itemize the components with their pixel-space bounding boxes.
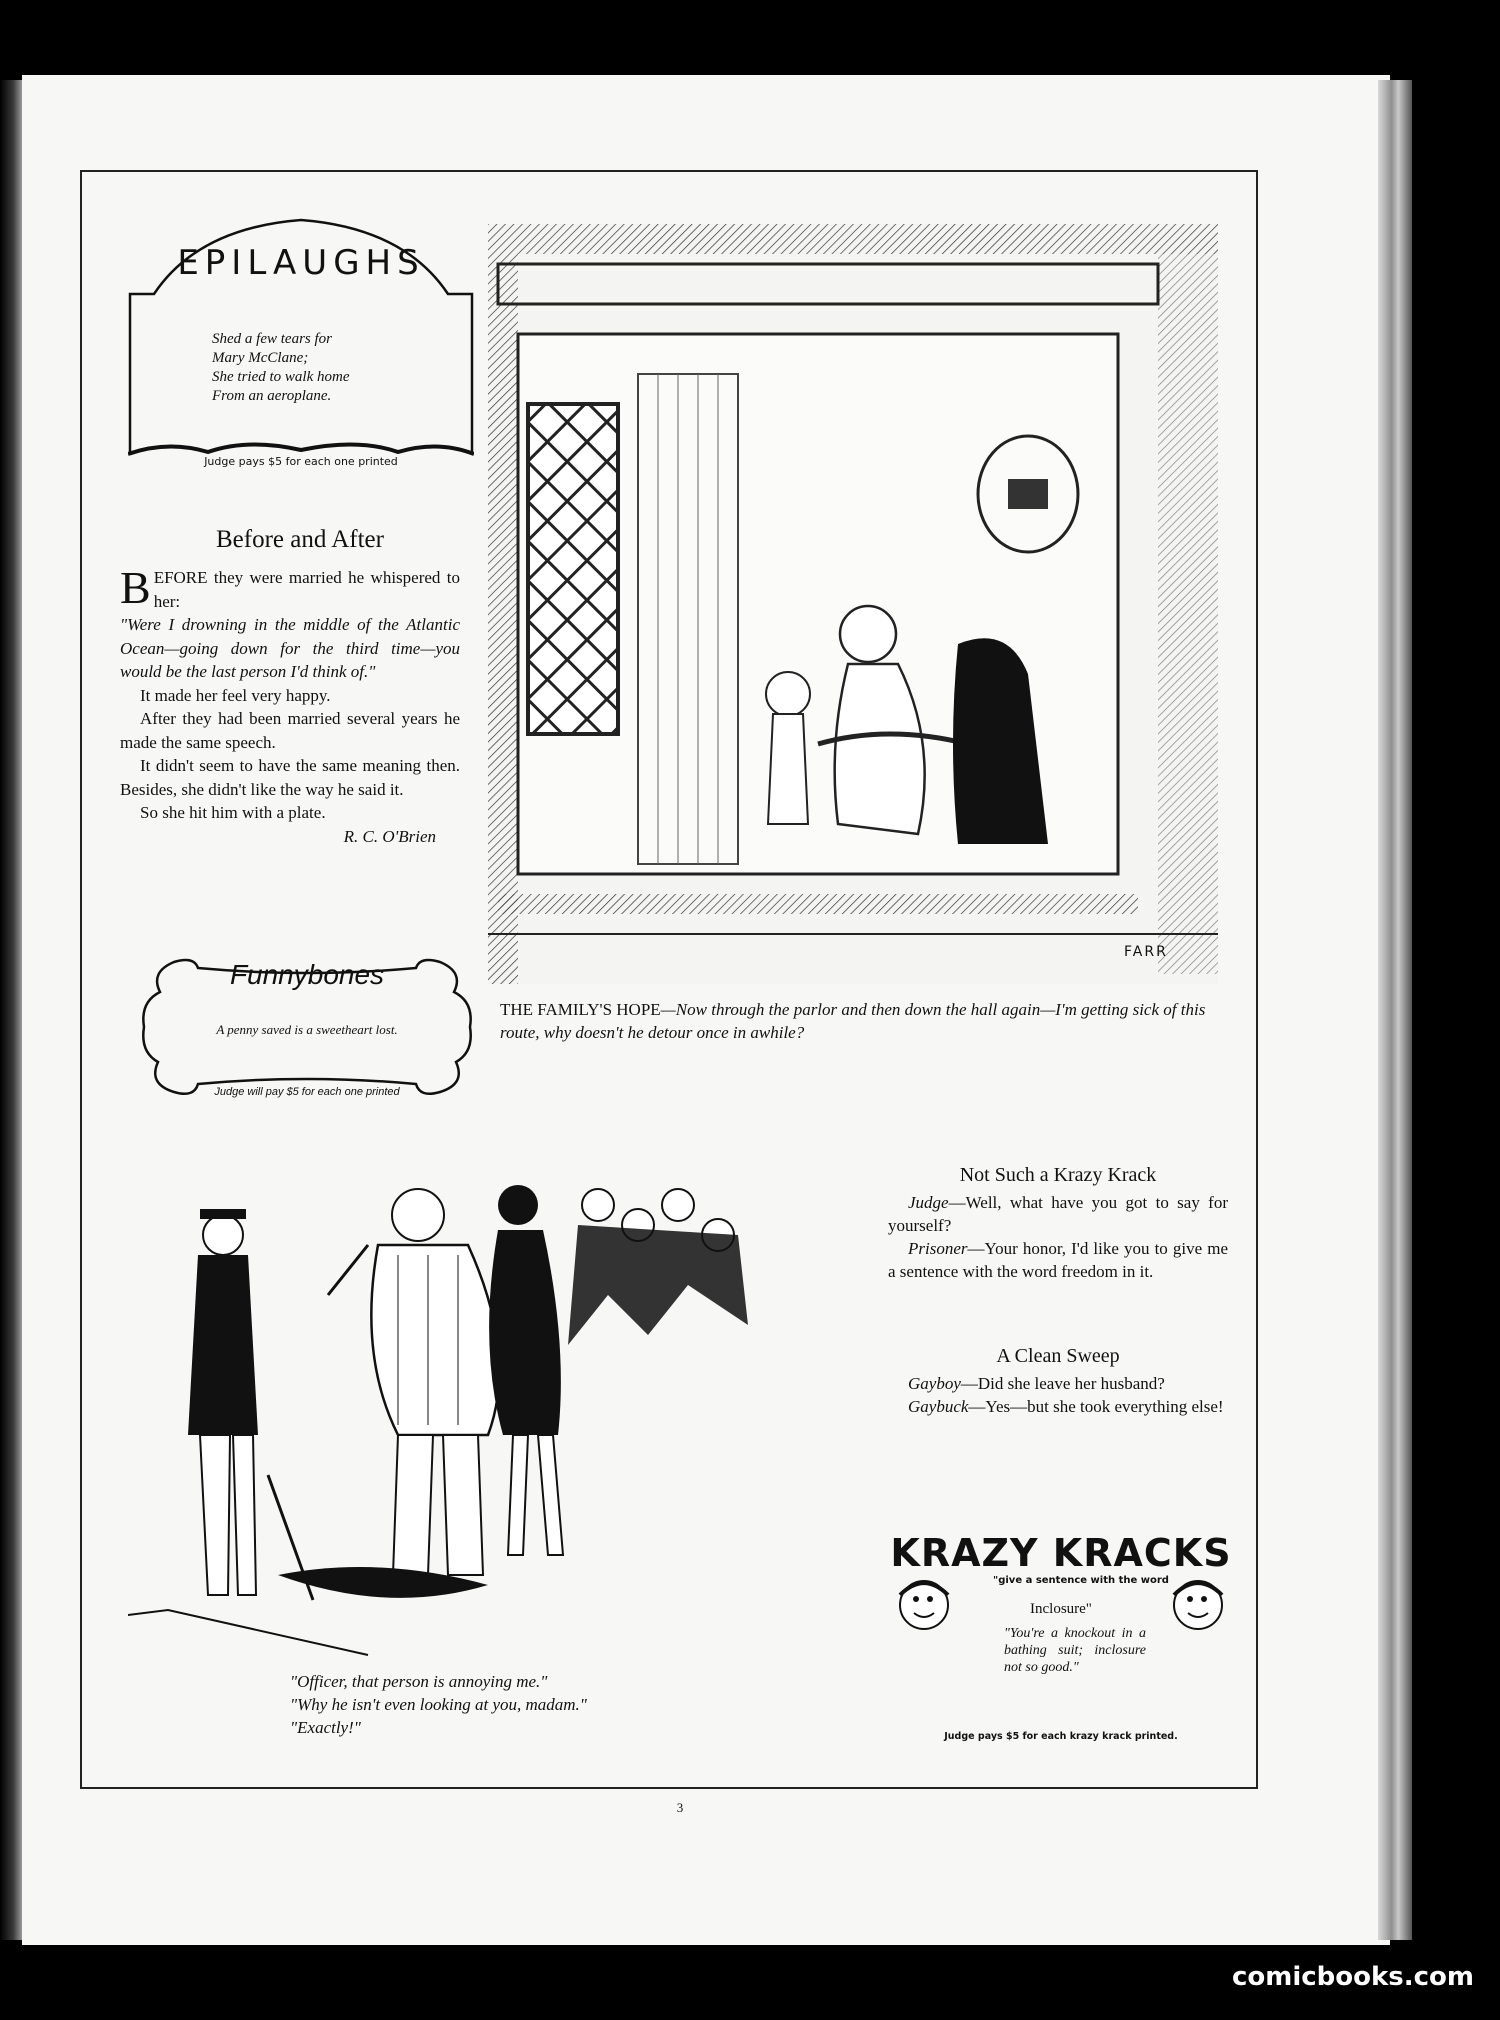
story-paragraph	[120, 562, 460, 613]
funnybones-joke: A penny saved is a sweetheart lost.	[216, 1022, 398, 1037]
krazy-kracks-ad	[888, 1525, 1234, 1745]
caption-text: —Now through the parlor and then down the hall again—I'm getting sick of this route, why doesn't he detour once in awhile?	[500, 1000, 1206, 1042]
krack-not-such	[888, 1164, 1228, 1283]
family-hope-caption	[500, 998, 1230, 1044]
krack-title: A Clean Sweep	[996, 1345, 1120, 1367]
paragraph-text: they were married he whispered to her:	[153, 568, 460, 611]
lead-caps: EFORE	[153, 568, 208, 587]
dialog-text: —Well, what have you got to say for yourself?	[888, 1193, 1228, 1235]
speaker: Prisoner	[908, 1239, 968, 1258]
epilaughs-footer: Judge pays $5 for each one printed	[204, 455, 398, 468]
poem-line: Shed a few tears for	[212, 331, 332, 347]
krazy-kracks-word: Inclosure"	[1030, 1601, 1092, 1617]
krack-clean-sweep	[888, 1345, 1228, 1418]
story-paragraph: "Were I drowning in the middle of the Atlantic Ocean—going down for the third time—you would be the last person I'd think of."	[120, 615, 460, 681]
before-after-story	[120, 562, 460, 848]
dialog-line	[888, 1191, 1228, 1237]
story-paragraph: So she hit him with a plate.	[140, 803, 326, 822]
dialog-line	[888, 1395, 1228, 1418]
book-left-edge	[0, 80, 22, 1940]
page-number: 3	[676, 1800, 684, 1815]
drop-cap: B	[120, 562, 151, 613]
speaker: Gayboy	[908, 1374, 961, 1393]
krazy-kracks-example: "You're a knockout in a bathing suit; inclosure not so good."	[1004, 1626, 1146, 1675]
krack-title: Not Such a Krazy Krack	[959, 1164, 1157, 1186]
officer-caption	[290, 1670, 587, 1739]
dialog-line	[888, 1237, 1228, 1283]
family-hope-cartoon	[488, 224, 1218, 984]
krazy-kracks-title: KRAZY KRACKS	[890, 1531, 1232, 1575]
epilaughs-panel	[128, 208, 474, 478]
before-after-title: Before and After	[216, 526, 384, 553]
book-spine	[1378, 80, 1412, 1940]
dialog-text: —Yes—but she took everything else!	[968, 1397, 1224, 1416]
krazy-kracks-footer: Judge pays $5 for each krazy krack printed.	[944, 1731, 1178, 1742]
funnybones-footer: Judge will pay $5 for each one printed	[214, 1086, 400, 1098]
caption-line: "Exactly!"	[290, 1718, 361, 1737]
poem-line: She tried to walk home	[212, 369, 350, 385]
poem-line: From an aeroplane.	[212, 388, 332, 404]
artist-signature: FARR	[1124, 944, 1168, 960]
funnybones-panel	[134, 952, 480, 1102]
officer-cartoon	[128, 1175, 828, 1665]
dialog-text: —Did she leave her husband?	[960, 1374, 1165, 1393]
caption-line: "Officer, that person is annoying me."	[290, 1672, 548, 1691]
speaker: Judge	[908, 1193, 949, 1212]
epilaughs-title: EPILAUGHS	[177, 243, 425, 283]
cartoon-illustration	[488, 224, 1218, 984]
story-author: R. C. O'Brien	[343, 826, 436, 846]
funnybones-title: Funnybones	[229, 959, 385, 990]
story-paragraph: It didn't seem to have the same meaning then. Besides, she didn't like the way he said it.	[120, 756, 460, 799]
speaker: Gaybuck	[908, 1397, 969, 1416]
krazy-kracks-subtitle: "give a sentence with the word	[993, 1575, 1169, 1586]
dialog-line	[888, 1372, 1228, 1395]
dialog-text: —Your honor, I'd like you to give me a sentence with the word freedom in it.	[888, 1239, 1228, 1281]
story-paragraph: It made her feel very happy.	[140, 685, 331, 705]
cartoon-illustration	[128, 1175, 828, 1665]
caption-line: "Why he isn't even looking at you, madam."	[290, 1695, 587, 1714]
site-watermark: comicbooks.com	[1231, 1962, 1474, 1992]
story-paragraph: After they had been married several years he made the same speech.	[120, 709, 460, 752]
poem-line: Mary McClane;	[212, 350, 309, 366]
caption-lead: THE FAMILY'S HOPE	[500, 1000, 661, 1019]
epilaughs-poem	[212, 330, 349, 406]
